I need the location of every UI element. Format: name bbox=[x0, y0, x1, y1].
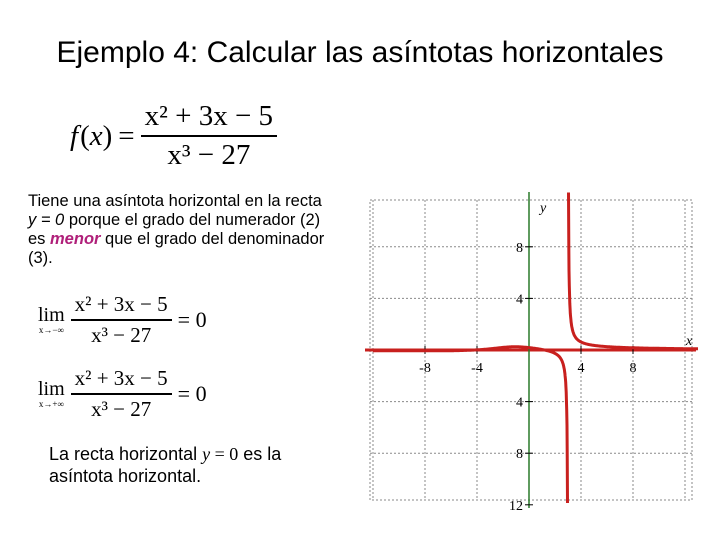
x-tick-label: -8 bbox=[419, 361, 431, 376]
y-tick-label: 4 bbox=[516, 395, 523, 411]
x-axis-label: x bbox=[686, 334, 693, 349]
limit-result: = 0 bbox=[177, 307, 207, 332]
function-argument: (x) bbox=[80, 119, 113, 152]
equation-y-zero: y = 0 bbox=[28, 211, 65, 229]
equation-y-zero: y = 0 bbox=[202, 444, 239, 464]
function-name: f bbox=[70, 119, 79, 152]
lim-operator: lim x→+∞ bbox=[38, 378, 65, 409]
emphasis-menor: menor bbox=[50, 230, 101, 248]
equals-sign: = bbox=[118, 119, 135, 152]
function-curve bbox=[373, 193, 698, 504]
conclusion-text: La recta horizontal y = 0 es la asíntota horizontal. bbox=[49, 444, 282, 486]
lim-operator: lim x→−∞ bbox=[38, 304, 65, 335]
function-denominator: x³ − 27 bbox=[167, 139, 251, 171]
slide-title: Ejemplo 4: Calcular las asíntotas horizontales bbox=[56, 36, 664, 69]
x-tick-label: 8 bbox=[629, 361, 637, 376]
limit-result: = 0 bbox=[177, 381, 207, 406]
y-axis-label: y bbox=[540, 201, 547, 216]
function-numerator: x² + 3x − 5 bbox=[141, 100, 277, 137]
y-tick-label: 12 bbox=[509, 498, 523, 514]
x-tick-label: -4 bbox=[471, 361, 483, 376]
y-tick-label: 4 bbox=[516, 292, 523, 308]
tick-labels bbox=[419, 201, 693, 514]
explanation-paragraph: Tiene una asíntota horizontal en la recta y = 0 porque el grado del numerador (2) es menor que el grado del denominador (3). bbox=[28, 192, 325, 267]
y-tick-label: 8 bbox=[516, 447, 523, 463]
x-tick-label: 4 bbox=[577, 361, 585, 376]
y-tick-label: 8 bbox=[516, 240, 523, 256]
limit-fraction: $\frac{\text{x² + 3x − 5}}{\text{x³ − 27}}$ bbox=[71, 292, 172, 348]
limit-fraction: $\frac{\text{x² + 3x − 5}}{\text{x³ − 27}}$ bbox=[71, 366, 172, 422]
